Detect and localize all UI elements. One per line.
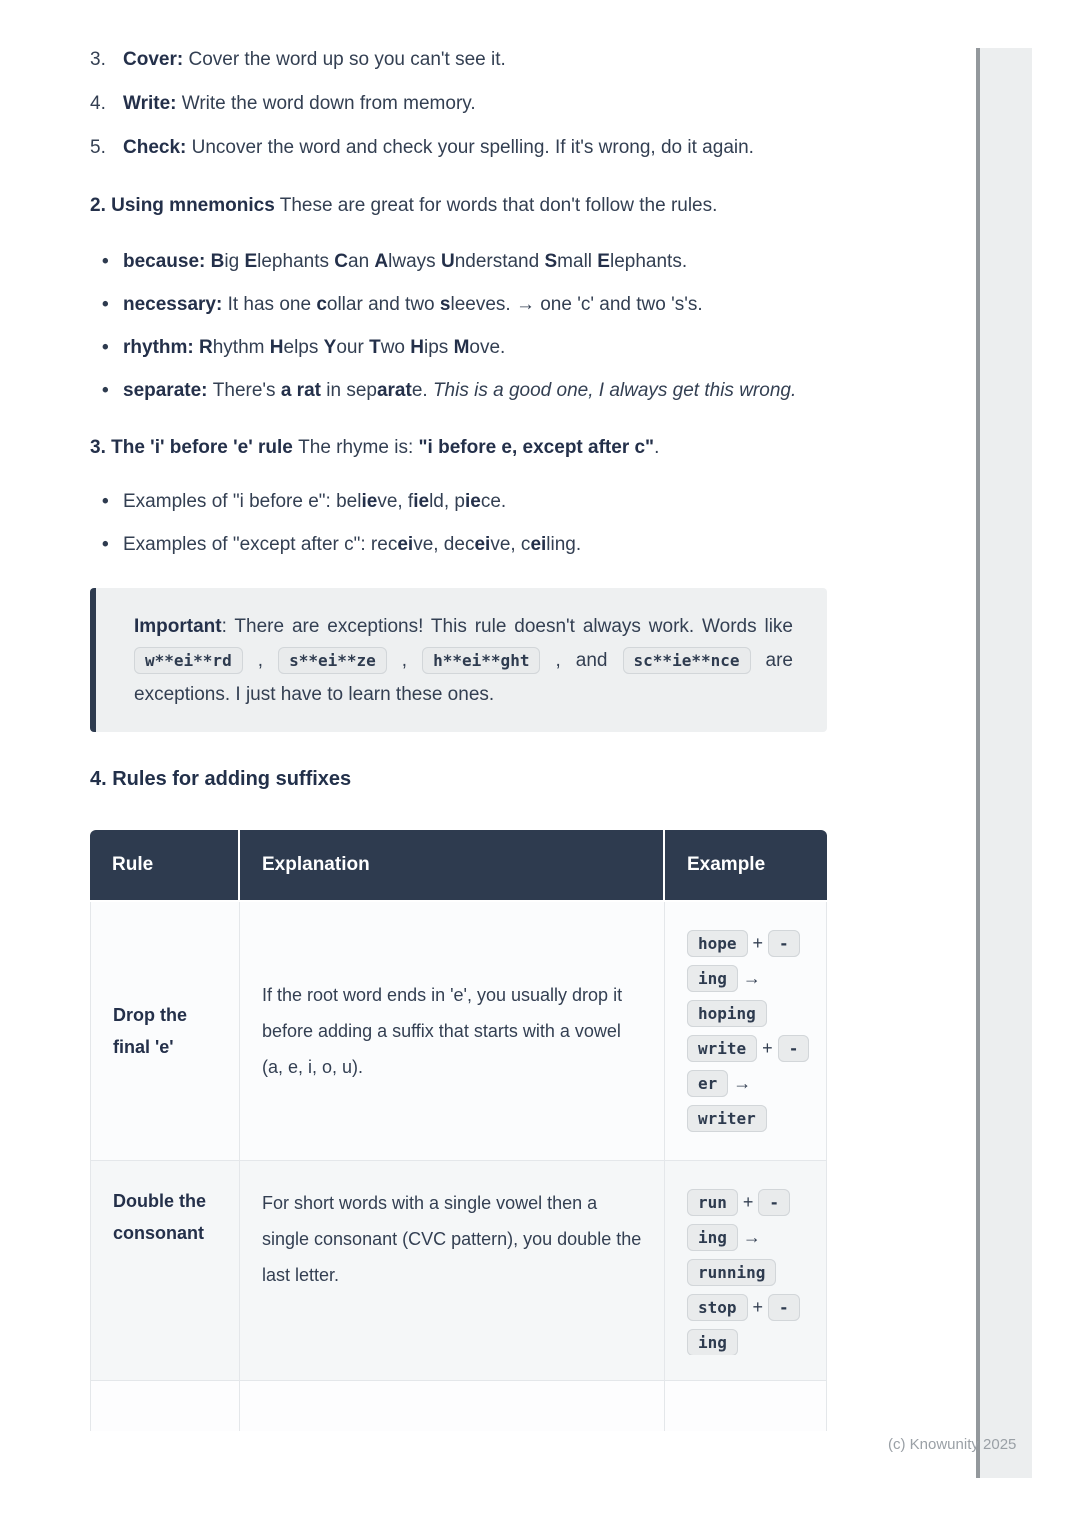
bullet-item: • rhythm: Rhythm Helps Your Two Hips Move. [90,332,827,364]
list-item-text: Write: Write the word down from memory. [123,93,476,114]
code-chip: sc**ie**nce [623,647,751,674]
code-chip: w**ei**rd [134,647,243,674]
copyright-watermark: (c) Knowunity 2025 [888,1436,1017,1453]
code-chip: -ing [687,1294,800,1355]
code-chip: stop [687,1294,748,1321]
suffixes-heading: 4. Rules for adding suffixes [90,768,352,790]
rule-cell: Drop the final 'e' [90,902,240,1161]
list-number: 5. [90,137,106,158]
empty-cell [90,1381,240,1431]
code-chip: h**ei**ght [422,647,540,674]
ie-rule-heading: 3. The 'i' before 'e' rule The rhyme is: "i before e, except after c". [90,437,660,458]
column-header-rule: Rule [90,830,240,902]
explanation-cell: If the root word ends in 'e', you usually drop it before adding a suffix that starts with a vowel (a, e, i, o, u). [240,902,665,1161]
code-chip: -ing [687,930,800,992]
list-item-text: Check: Uncover the word and check your spelling. If it's wrong, do it again. [123,137,754,158]
mnemonics-intro-paragraph: 2. Using mnemonics These are great for words that don't follow the rules. [90,195,718,216]
list-number: 4. [90,93,106,114]
bullet-item: • necessary: It has one collar and two sleeves. → one 'c' and two 's's. [90,289,827,321]
list-item [90,132,827,164]
mnemonics-bullet-list [90,246,827,407]
table-row [90,1381,827,1431]
example-cell [665,1161,827,1381]
code-chip: hoping [687,1000,767,1027]
page-edge-strip [976,48,1032,1478]
code-chip: -ing [687,1189,790,1251]
explanation-cell: For short words with a single vowel then a single consonant (CVC pattern), you double the last letter. [240,1161,665,1381]
code-chip: running [687,1259,776,1286]
code-chip: s**ei**ze [278,647,387,674]
bullet-item: • Examples of "except after c": receive, deceive, ceiling. [90,529,827,561]
list-number: 3. [90,49,106,70]
bullet-item: • because: Big Elephants Can Always Understand Small Elephants. [90,246,827,278]
suffix-rules-table [90,830,827,1431]
code-chip: writer [687,1105,767,1132]
list-item [90,88,827,120]
list-item-text: Cover: Cover the word up so you can't see it. [123,49,506,70]
bullet-item: • Examples of "i before e": believe, field, piece. [90,486,827,518]
ie-rule-bullet-list [90,486,827,561]
howto-numbered-list [90,44,827,164]
code-chip: write [687,1035,757,1062]
column-header-explanation: Explanation [240,830,665,902]
empty-cell [665,1381,827,1431]
rule-cell: Double the consonant [90,1161,240,1381]
code-chip: run [687,1189,738,1216]
list-item [90,44,827,76]
code-chip: hope [687,930,748,957]
example-cell: hope + -ing → hoping write + -er → writer [665,902,827,1161]
important-callout [90,588,827,732]
example-clipped-content: run + -ing → running stop + -ing [687,1185,804,1355]
code-chip: -er [687,1035,809,1097]
table-header-row [90,830,827,902]
column-header-example: Example [665,830,827,902]
table-row [90,1161,827,1381]
document-content [90,0,827,1431]
table-row [90,902,827,1161]
bullet-item: • separate: There's a rat in separate. This is a good one, I always get this wrong. [90,375,827,407]
callout-text: Important: There are exceptions! This rule doesn't always work. Words like w**ei**rd , s**ei**ze , h**ei**ght , and sc**ie**nce are exceptions. I just have to learn these ones. [134,616,793,705]
empty-cell [240,1381,665,1431]
